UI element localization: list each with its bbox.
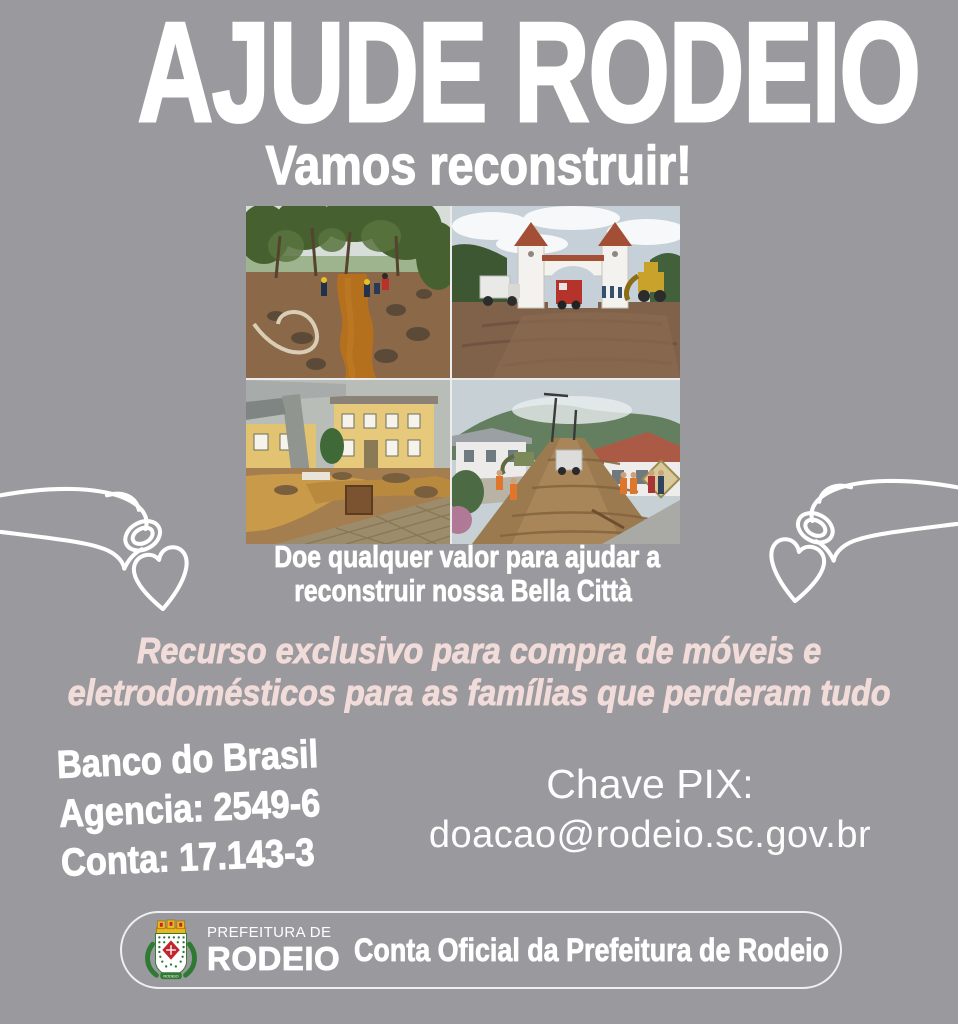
hand-heart-icon-left: [0, 476, 216, 611]
crest-name: RODEIO: [207, 940, 341, 977]
photo-city-gate: [452, 206, 680, 378]
subtitle: Vamos reconstruir!: [265, 134, 693, 196]
photo-yellow-buildings-art: [246, 380, 450, 544]
usage-notice: [0, 630, 958, 714]
notice-line-2: eletrodomésticos para as famílias que perderam tudo: [67, 672, 891, 714]
photo-yellow-buildings: [246, 380, 450, 544]
photo-collage: [246, 206, 680, 544]
svg-text:RODEIO: RODEIO: [163, 973, 179, 979]
photo-city-gate-art: [452, 206, 680, 378]
donate-line-1: Doe qualquer valor para ajudar a: [274, 539, 661, 574]
bank-agency: Agencia: 2549-6: [58, 782, 322, 837]
official-account-banner: [120, 911, 842, 989]
page-title: AJUDE RODEIO: [137, 0, 920, 152]
rodeio-crest-icon: [144, 919, 198, 981]
donate-line-2: reconstruir nossa Bella Città: [294, 573, 632, 609]
photo-mudslide-rescue-art: [246, 206, 450, 378]
pix-info: [394, 762, 906, 857]
crest-wordmark: [207, 925, 340, 975]
hand-heart-icon-right: [742, 468, 958, 603]
photo-mudslide-rescue: [246, 206, 450, 378]
official-account-text: Conta Oficial da Prefeitura de Rodeio: [354, 931, 830, 968]
pix-key: doacao@rodeio.sc.gov.br: [428, 814, 872, 857]
photo-street-cleanup-art: [452, 380, 680, 544]
crest-small-text: PREFEITURA DE: [207, 924, 332, 941]
pix-label: Chave PIX:: [546, 761, 754, 807]
bank-info: [56, 729, 359, 889]
bank-name: Banco do Brasil: [56, 733, 319, 787]
photo-street-cleanup: [452, 380, 680, 544]
notice-line-1: Recurso exclusivo para compra de móveis e: [136, 630, 822, 671]
bank-account: Conta: 17.143-3: [60, 831, 316, 886]
donate-message: [226, 540, 700, 608]
